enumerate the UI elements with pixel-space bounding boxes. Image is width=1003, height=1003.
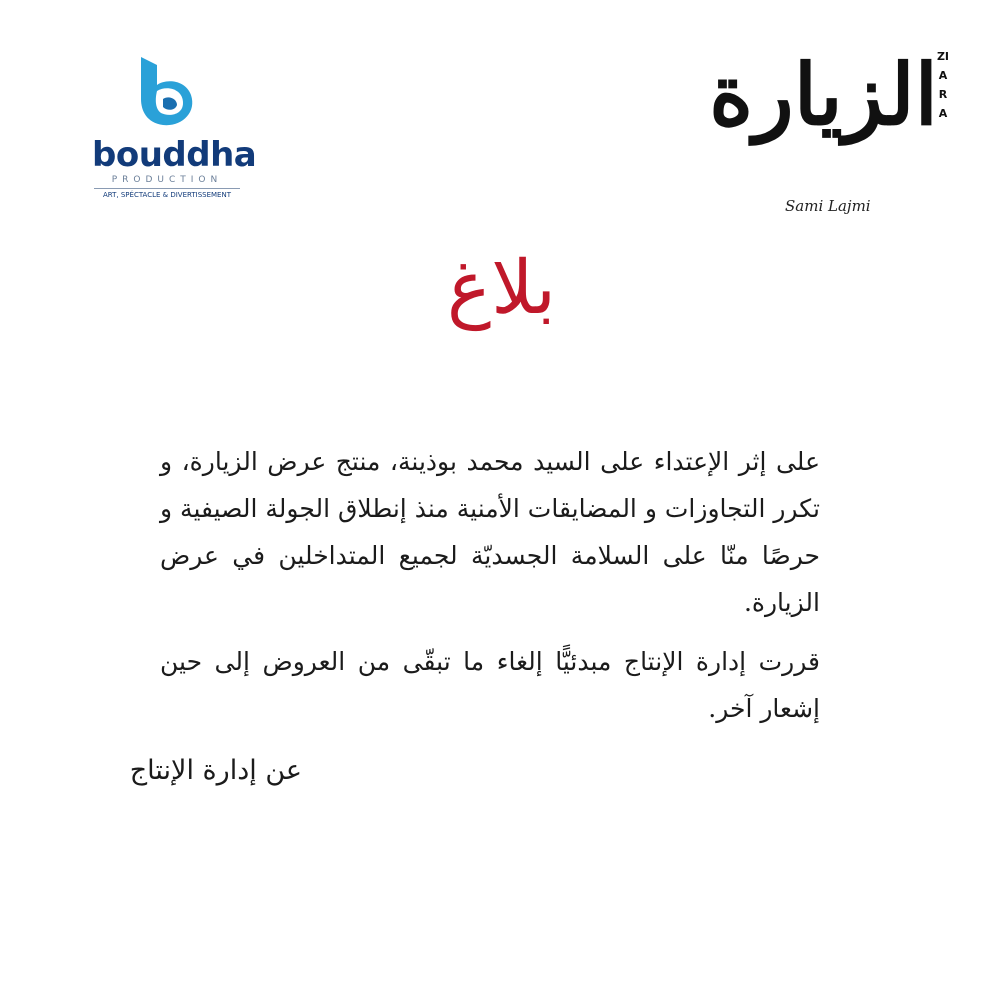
ziara-arabic-wordmark: الزيارة [709,45,938,144]
ziara-logo [709,35,950,235]
body-paragraph: على إثر الإعتداء على السيد محمد بوذينة، منتج عرض الزيارة، و تكرر التجاوزات و المضايقات الأمنية منذ إنطلاق الجولة الصيفية و حرصًا منّا على السلامة الجسديّة لجميع المتداخلين في عرض الزيارة. [160,447,820,617]
announcement-title: بلاغ [447,245,556,331]
bouddha-logo [92,55,257,205]
brand-tagline: ART, SPÉCTACLE & DIVERTISSEMENT [102,191,231,199]
brand-name: bouddha [92,135,257,175]
bouddha-mark-icon [137,55,199,127]
signoff: عن إدارة الإنتاج [129,755,302,786]
brand-divider [94,188,240,189]
body-paragraph: قررت إدارة الإنتاج مبدئيًّا إلغاء ما تبقّى من العروض إلى حين إشعار آخر. [160,647,820,723]
ziara-latin-wordmark: ZIARA [936,50,950,120]
announcement-body [160,438,820,744]
brand-sub: PRODUCTION [111,175,223,185]
signature: Sami Lajmi [785,197,871,215]
